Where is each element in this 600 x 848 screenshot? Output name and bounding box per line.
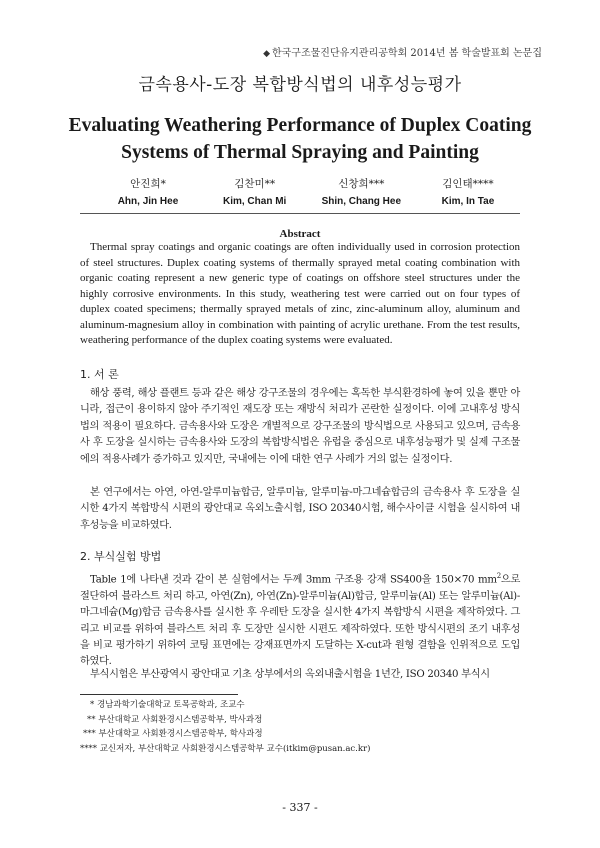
section-2-paragraph-1 (80, 568, 520, 671)
journal-header-text: 한국구조물진단유지관리공학회 2014년 봄 학술발표회 논문집 (271, 48, 542, 59)
author-name-ko: 안진희* (130, 178, 166, 190)
section-2-paragraph-1-part-a: Table 1에 나타낸 것과 같이 본 실험에서는 두께 3mm 구조용 강재 SS400을 150×70 mm (90, 574, 497, 586)
abstract-text: Thermal spray coatings and organic coatings are often individually used in corrosion protection of steel structures. Duplex coating systems of thermally sprayed metal coating combination with organic coating represent a new generic type of coatings on offshore steel structures under the highly corrosive environments. In this study, weathering test were carried out on four types of duplex coated specimens; thermally sprayed metals of zinc, zinc-aluminum alloy, aluminum and aluminum-magnesium alloy in combination with painting of acrylic urethane. From the test results, weathering performance of the duplex coating systems were evaluated. (80, 241, 520, 346)
diamond-bullet-icon: ◆ (263, 49, 270, 59)
journal-header (263, 44, 542, 59)
author-3 (311, 176, 411, 207)
author-name-ko: 김찬미** (234, 178, 276, 190)
korean-title: 금속용사-도장 복합방식법의 내후성능평가 (138, 75, 462, 95)
author-name-en: Shin, Chang Hee (321, 196, 402, 207)
section-2-paragraph-2: 부식시험은 부산광역시 광안대교 기초 상부에서의 옥외내출시험을 1년간, ISO 20340 부식시 (90, 669, 490, 680)
divider-line (80, 213, 520, 214)
footnotes (80, 698, 520, 756)
author-name-en: Kim, In Tae (441, 196, 495, 207)
english-title (0, 112, 600, 166)
footnote-2: ** 부산대학교 사회환경시스템공학부, 박사과정 (87, 714, 263, 725)
footnote-1: * 경남과학기술대학교 토목공학과, 조교수 (90, 700, 245, 710)
superscript-2: 2 (496, 572, 501, 580)
page-number: - 337 - (282, 801, 318, 814)
footnote-divider (80, 694, 238, 695)
footnote-3: *** 부산대학교 사회환경시스템공학부, 학사과정 (83, 729, 263, 739)
author-name-ko: 신창희*** (338, 178, 385, 190)
author-name-en: Kim, Chan Mi (222, 196, 287, 207)
section-2-paragraph-1-part-b: 으로 절단하여 블라스트 처리 하고, 아연(Zn), 아연(Zn)-알루미늄(Al)합금, 알루미늄(Al) 또는 알루미늄(Al)-마그네슘(Mg)합금 금속용사를 실시한 후 우레탄 도장을 실시한 4가지 복합방식 시편을 제작하였다. 그리고 비교를 위하여 블라스트 처리 후 도장만 실시한 시편도 제작하였다. 또한 방식시편의 조기 내후성을 비교 평가하기 위하여 코팅 표면에는 강재표면까지 도달하는 X-cut과 원형 결함을 인위적으로 도입하였다. (80, 574, 520, 668)
author-4 (418, 176, 518, 207)
section-1-paragraph-1: 해상 풍력, 해상 플랜트 등과 같은 해상 강구조물의 경우에는 혹독한 부식환경하에 놓여 있을 뿐만 아니라, 접근이 용이하지 않아 주기적인 재도장 또는 재방식 처리가 곤란한 실정이다. 이에 고내후성 방식법의 적용이 필요하다. 금속용사와 도장은 개별적으로 강구조물의 방식법으로 사용되고 있으며, 금속용사 후 도장을 실시하는 금속용사와 도장의 복합방식법은 유럽을 중심으로 내후성능평가 및 실제 구조물에의 적용사례가 증가하고 있지만, 국내에는 이에 대한 연구 사례가 거의 없는 실정이다. (80, 388, 520, 465)
section-1-heading: 1. 서 론 (80, 368, 119, 381)
author-name-en: Ahn, Jin Hee (117, 196, 179, 207)
footnote-4: **** 교신저자, 부산대학교 사회환경시스템공학부 교수(itkim@pusan.ac.kr) (80, 743, 371, 754)
author-2 (205, 176, 305, 207)
author-list (98, 176, 518, 207)
section-2-heading: 2. 부식실험 방법 (80, 550, 162, 563)
author-name-ko: 김인태**** (442, 178, 494, 190)
section-1-paragraph-2: 본 연구에서는 아연, 아연-알루미늄합금, 알루미늄, 알루미늄-마그네슘합금의 금속용사 후 도장을 실시한 4가지 복합방식 시편의 광안대교 옥외노출시험, ISO 20340시험, 해수사이클 시험을 실시하여 내후성능을 비교하였다. (80, 487, 520, 531)
abstract-heading: Abstract (279, 228, 321, 240)
english-title-line-1: Evaluating Weathering Performance of Duplex Coating (68, 115, 532, 136)
author-1 (98, 176, 198, 207)
english-title-line-2: Systems of Thermal Spraying and Painting (121, 142, 479, 163)
